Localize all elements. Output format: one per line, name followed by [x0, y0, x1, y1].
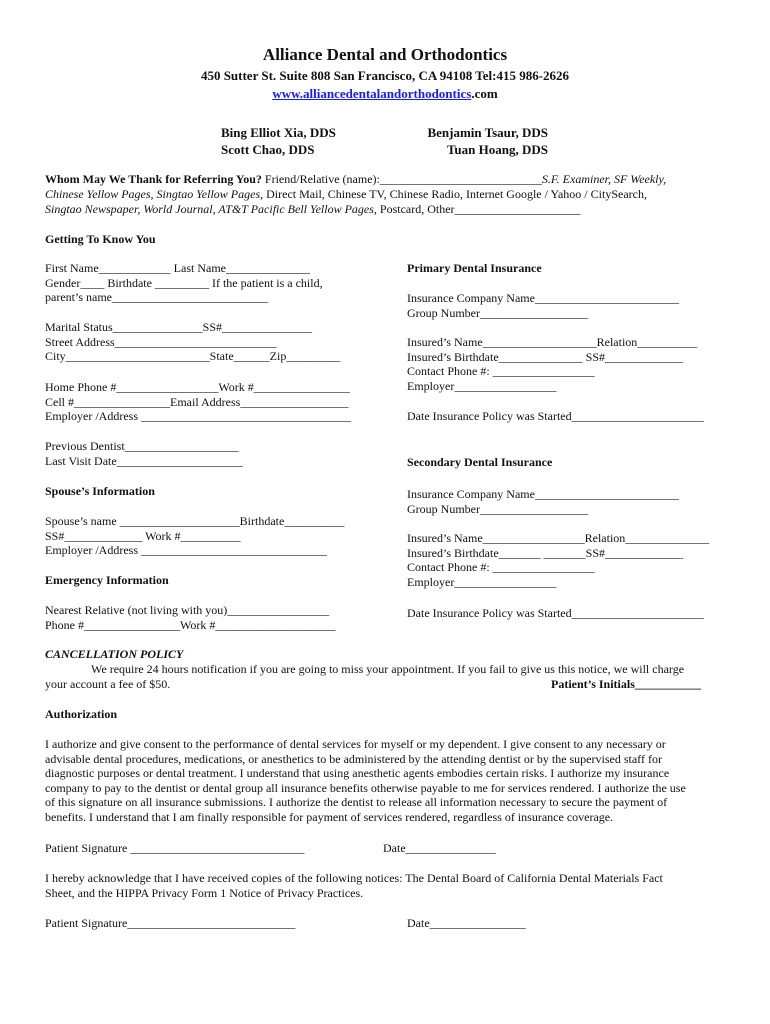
- cancellation-text-1: We require 24 hours notification if you are going to miss your appointment. If you fail to give us this notice, we will charge: [91, 662, 685, 676]
- primary-insured-block: [407, 335, 697, 393]
- referral-sources-3b: Postcard, Other_____________________: [376, 202, 581, 216]
- doctor-name: Benjamin Tsaur, DDS: [427, 125, 548, 140]
- secondary-date-field[interactable]: Date Insurance Policy was Started______________________: [407, 606, 704, 620]
- street-address-field[interactable]: Street Address___________________________: [45, 334, 277, 349]
- dentist-history-block: [45, 439, 243, 468]
- secondary-group-field[interactable]: Group Number__________________: [407, 501, 588, 516]
- home-work-phone-field[interactable]: Home Phone #_________________Work #________________: [45, 380, 350, 394]
- contact-block: [45, 380, 351, 424]
- patient-signature-field-1[interactable]: Patient Signature _____________________________: [45, 841, 305, 855]
- authorization-line: diagnostic purposes or dental treatment. I understand that using anesthetic agents embodies certain risks. I authorize my insurance: [45, 766, 670, 781]
- referral-friend: Friend/Relative (name):___________________________: [264, 172, 542, 186]
- doctors-left: [221, 124, 336, 158]
- date-field-1[interactable]: Date_______________: [383, 841, 496, 855]
- last-visit-field[interactable]: Last Visit Date_____________________: [45, 453, 243, 468]
- primary-date-field[interactable]: Date Insurance Policy was Started______________________: [407, 409, 704, 423]
- patient-signature-field-2[interactable]: Patient Signature____________________________: [45, 916, 296, 930]
- acknowledge-line: I hereby acknowledge that I have received copies of the following notices: The Dental Board of California Dental Materials Fact: [45, 871, 663, 885]
- marital-ss-field[interactable]: Marital Status_______________SS#_______________: [45, 320, 313, 334]
- first-last-name-field[interactable]: First Name____________ Last Name______________: [45, 261, 310, 275]
- nearest-relative-field[interactable]: Nearest Relative (not living with you)_________________: [45, 603, 330, 617]
- authorization-header: Authorization: [45, 707, 117, 721]
- spouse-header: Spouse’s Information: [45, 484, 155, 498]
- spouse-employer-field[interactable]: Employer /Address _______________________________: [45, 543, 327, 558]
- website-link[interactable]: www.alliancedentalandorthodontics: [272, 86, 472, 101]
- authorization-line: I authorize and give consent to the performance of dental services for myself or my dependent. I give consent to any necessary or: [45, 737, 666, 751]
- doctor-name: Bing Elliot Xia, DDS: [221, 125, 336, 140]
- gender-birthdate-field[interactable]: Gender____ Birthdate _________ If the patient is a child,: [45, 275, 323, 290]
- emergency-header: Emergency Information: [45, 573, 169, 587]
- acknowledge-text: [45, 871, 735, 900]
- referral-sources-2: Chinese Yellow Pages, Singtao Yellow Pages,: [45, 187, 264, 201]
- secondary-contact-field[interactable]: Contact Phone #: _________________: [407, 560, 595, 575]
- emergency-block: [45, 603, 335, 632]
- practice-address: 450 Sutter St. Suite 808 San Francisco, CA 94108 Tel:415 986-2626: [200, 68, 570, 83]
- referral-question: Whom May We Thank for Referring You?: [45, 172, 262, 186]
- previous-dentist-field[interactable]: Previous Dentist___________________: [45, 439, 239, 453]
- authorization-text: [45, 737, 735, 825]
- cancellation-text-2: your account a fee of $50.: [45, 677, 171, 691]
- primary-group-field[interactable]: Group Number__________________: [407, 305, 588, 320]
- referral-line-2: [45, 187, 647, 202]
- patient-name-block: [45, 261, 323, 305]
- getting-to-know-header: Getting To Know You: [45, 232, 156, 246]
- authorization-line: of this signature on all insurance submissions. I authorize the dentist to release all information necessary to secure the payment of: [45, 795, 668, 810]
- referral-sources-3: Singtao Newspaper, World Journal, AT&T Pacific Bell Yellow Pages,: [45, 202, 377, 216]
- secondary-employer-field[interactable]: Employer_________________: [407, 574, 557, 589]
- practice-website: [0, 87, 770, 102]
- employer-address-field[interactable]: Employer /Address ___________________________________: [45, 409, 351, 424]
- secondary-insured-birth-field[interactable]: Insured’s Birthdate_______ _______SS#_____________: [407, 545, 683, 560]
- primary-company-field[interactable]: Insurance Company Name________________________: [407, 291, 679, 305]
- secondary-company-block: [407, 487, 679, 516]
- secondary-insured-block: [407, 531, 709, 589]
- referral-line-1: [45, 172, 666, 187]
- spouse-block: [45, 514, 344, 558]
- spouse-name-field[interactable]: Spouse’s name ____________________Birthdate__________: [45, 514, 345, 528]
- cell-email-field[interactable]: Cell #________________Email Address__________________: [45, 394, 349, 409]
- primary-insurance-header: Primary Dental Insurance: [407, 261, 542, 275]
- cancellation-header: CANCELLATION POLICY: [45, 647, 184, 661]
- primary-insured-birth-field[interactable]: Insured’s Birthdate______________ SS#_____________: [407, 349, 683, 364]
- spouse-ss-work-field[interactable]: SS#_____________ Work #__________: [45, 528, 241, 543]
- doctor-name: Scott Chao, DDS: [221, 142, 315, 157]
- referral-line-3: [45, 202, 581, 217]
- referral-sources-1: S.F. Examiner, SF Weekly,: [541, 172, 667, 186]
- doctor-name: Tuan Hoang, DDS: [446, 142, 548, 157]
- secondary-company-field[interactable]: Insurance Company Name________________________: [407, 487, 679, 501]
- acknowledge-line: Sheet, and the HIPPA Privacy Form 1 Notice of Privacy Practices.: [45, 885, 364, 900]
- primary-employer-field[interactable]: Employer_________________: [407, 378, 557, 393]
- primary-company-block: [407, 291, 679, 320]
- primary-contact-field[interactable]: Contact Phone #: _________________: [407, 364, 595, 379]
- doctors-right: [418, 124, 548, 158]
- city-state-zip-field[interactable]: City________________________State______Zip_________: [45, 349, 341, 364]
- secondary-insurance-header: Secondary Dental Insurance: [407, 455, 553, 469]
- address-block: [45, 320, 340, 364]
- authorization-line: company to pay to the dentist or dental group all insurance benefits otherwise payable to me for services rendered. I authorize the use: [45, 780, 686, 795]
- authorization-line: benefits. I understand that I am finally responsible for payment of services rendered, regardless of insurance coverage.: [45, 809, 614, 824]
- referral-sources-2b: Direct Mail, Chinese TV, Chinese Radio, Internet Google / Yahoo / CitySearch,: [263, 187, 647, 201]
- practice-title: Alliance Dental and Orthodontics: [262, 45, 508, 64]
- parent-name-field[interactable]: parent’s name__________________________: [45, 290, 268, 305]
- authorization-line: advisable dental procedures, medications, or anesthetics to be administered by the attending dentist or by the supervised staff for: [45, 751, 662, 766]
- website-suffix: .com: [471, 86, 498, 101]
- date-field-2[interactable]: Date________________: [407, 916, 526, 930]
- primary-insured-name-field[interactable]: Insured’s Name___________________Relation__________: [407, 335, 698, 349]
- secondary-insured-name-field[interactable]: Insured’s Name_________________Relation______________: [407, 531, 710, 545]
- emergency-phone-field[interactable]: Phone #________________Work #____________________: [45, 617, 336, 632]
- patient-initials-field[interactable]: Patient’s Initials___________: [551, 677, 701, 691]
